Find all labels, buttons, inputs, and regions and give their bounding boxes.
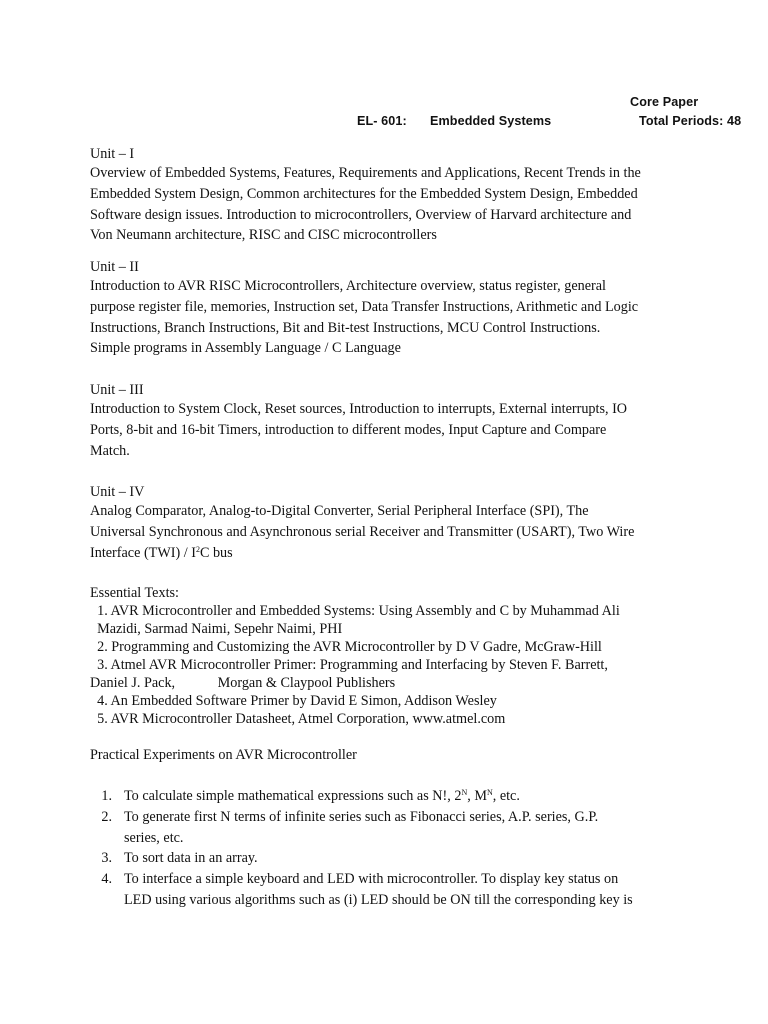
list-number: 1.	[101, 788, 112, 804]
essential-text-line: 2. Programming and Customizing the AVR Microcontroller by D V Gadre, McGraw-Hill	[90, 639, 602, 655]
practical-item-3	[90, 848, 690, 869]
unit-3-line: Introduction to System Clock, Reset sources, Introduction to interrupts, External interrupts, IO	[90, 401, 628, 417]
item-text: LED using various algorithms such as (i) LED should be ON till the corresponding key is	[124, 891, 633, 908]
unit-4-line: Universal Synchronous and Asynchronous serial Receiver and Transmitter (USART), Two Wire	[90, 523, 635, 540]
essential-text-line: 4. An Embedded Software Primer by David E Simon, Addison Wesley	[90, 693, 497, 709]
unit-1-section	[90, 146, 690, 246]
essential-texts-heading: Essential Texts:	[90, 585, 179, 601]
superscript: 2	[195, 544, 200, 554]
unit-2-section	[90, 259, 690, 359]
list-number: 2.	[101, 808, 112, 825]
course-code: EL- 601:	[357, 114, 407, 128]
practical-item-2-cont	[90, 828, 690, 849]
unit-2-line: Instructions, Branch Instructions, Bit and Bit-test Instructions, MCU Control Instructions.	[90, 319, 601, 336]
item-text: To interface a simple keyboard and LED with microcontroller. To display key status on	[124, 871, 619, 888]
unit-2-line: Simple programs in Assembly Language / C Language	[90, 340, 401, 357]
unit-3-line: Match.	[90, 442, 130, 459]
practical-heading: Practical Experiments on AVR Microcontroller	[90, 747, 357, 763]
practical-item-2	[90, 807, 690, 828]
item-text: To sort data in an array.	[124, 850, 258, 867]
unit-1-line: Embedded System Design, Common architectures for the Embedded System Design, Embedded	[90, 185, 638, 202]
unit-4-last-before: Interface (TWI) / I	[90, 544, 196, 561]
unit-4-label: Unit – IV	[90, 484, 145, 500]
essential-text-line: Daniel J. Pack, Morgan & Claypool Publishers	[90, 675, 396, 691]
unit-4-line: Analog Comparator, Analog-to-Digital Converter, Serial Peripheral Interface (SPI), The	[90, 503, 589, 519]
unit-3-section	[90, 382, 690, 461]
unit-1-label: Unit – I	[90, 146, 135, 162]
item-text: , M	[467, 788, 487, 804]
unit-4-last-after: C bus	[199, 544, 233, 561]
item-text: , etc.	[492, 788, 520, 804]
essential-texts-section	[90, 584, 690, 728]
essential-text-line: 1. AVR Microcontroller and Embedded Systems: Using Assembly and C by Muhammad Ali	[90, 603, 620, 619]
course-title: Embedded Systems	[430, 114, 552, 128]
unit-2-line: Introduction to AVR RISC Microcontrollers, Architecture overview, status register, general	[90, 278, 606, 294]
item-text: series, etc.	[124, 829, 184, 846]
practical-item-1	[90, 786, 690, 807]
list-number: 4.	[101, 871, 112, 888]
unit-1-line: Overview of Embedded Systems, Features, Requirements and Applications, Recent Trends in the	[90, 165, 641, 181]
unit-1-line: Software design issues. Introduction to microcontrollers, Overview of Harvard architecture and	[90, 206, 632, 223]
total-periods: Total Periods: 48	[639, 114, 742, 128]
unit-4-section	[90, 484, 690, 563]
unit-4-line	[90, 543, 690, 564]
item-text: To calculate simple mathematical expressions such as N!, 2	[124, 788, 462, 804]
essential-text-line: Mazidi, Sarmad Naimi, Sepehr Naimi, PHI	[90, 621, 343, 637]
essential-text-line: 5. AVR Microcontroller Datasheet, Atmel Corporation, www.atmel.com	[90, 711, 506, 727]
practical-item-4-cont	[90, 890, 690, 911]
superscript: N	[486, 788, 493, 797]
list-number: 3.	[101, 850, 112, 867]
unit-3-label: Unit – III	[90, 382, 144, 398]
superscript: N	[461, 788, 468, 797]
unit-2-line: purpose register file, memories, Instruction set, Data Transfer Instructions, Arithmetic and Logic	[90, 298, 639, 315]
essential-text-line: 3. Atmel AVR Microcontroller Primer: Programming and Interfacing by Steven F. Barrett,	[90, 657, 608, 673]
unit-1-line: Von Neumann architecture, RISC and CISC microcontrollers	[90, 227, 437, 244]
practical-item-4	[90, 869, 690, 890]
unit-2-label: Unit – II	[90, 259, 139, 275]
unit-3-line: Ports, 8-bit and 16-bit Timers, introduction to different modes, Input Capture and Compare	[90, 421, 607, 438]
core-paper-label: Core Paper	[630, 95, 699, 109]
item-text: To generate first N terms of infinite series such as Fibonacci series, A.P. series, G.P.	[124, 808, 599, 825]
practical-list	[90, 786, 690, 911]
